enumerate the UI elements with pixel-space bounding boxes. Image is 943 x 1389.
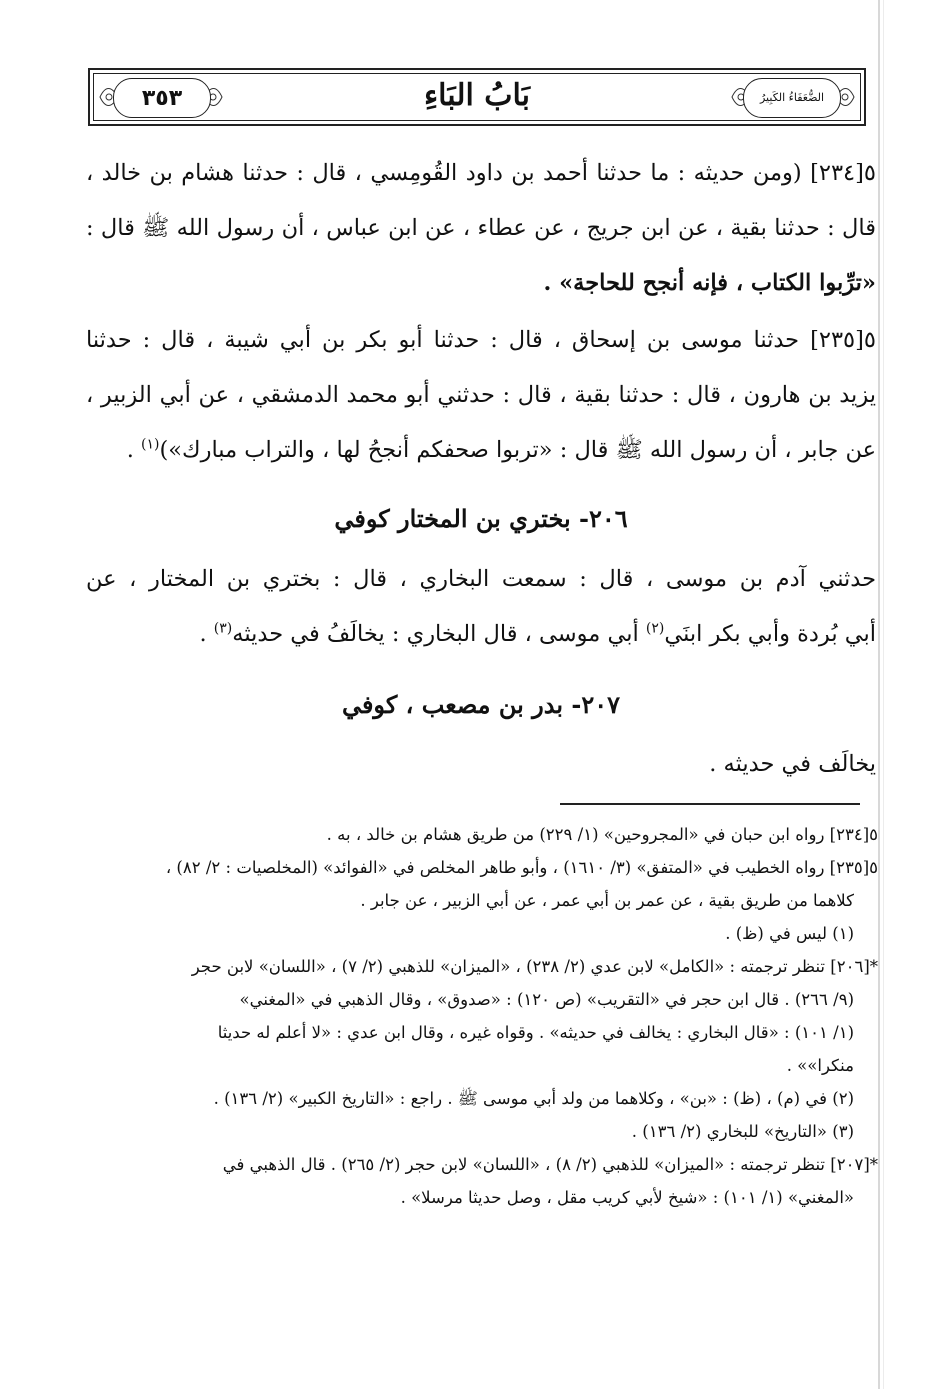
footnote-ref-1: (١) [141, 436, 160, 453]
page-edge-line-inner [883, 0, 884, 1389]
hadith-234-line-2: قال : حدثنا بقية ، عن ابن جريج ، عن عطاء ، عن ابن عباس ، أن رسول الله ﷺ قال : [86, 215, 876, 241]
chapter-title: بَابُ البَاءِ [424, 78, 530, 113]
entry-206-title: ٢٠٦- بختري بن المختار كوفي [334, 504, 628, 533]
entry-206-text [86, 552, 876, 662]
entry-207-line-1: يخالَف في حديثه . [709, 751, 876, 777]
entry-206-line-1: حدثني آدم بن موسى ، قال : سمعت البخاري ، قال : بختري بن المختار ، عن [86, 566, 876, 592]
footnote-235-line-2: كلاهما من طريق بقية ، عن عمر بن أبي عمر ، عن أبي الزبير ، عن جابر . [360, 891, 854, 910]
hadith-234-line-3: «ترِّبوا الكتاب ، فإنه أنجح للحاجة» . [543, 270, 876, 296]
footnote-ref-3: (٣) [213, 620, 233, 637]
page-number-cartouche [113, 78, 211, 118]
hadith-235-line-3 [86, 423, 876, 478]
footnote-207-line-1: *[٢٠٧] تنظر ترجمته : «الميزان» للذهبي (٢/ ٨) ، «اللسان» لابن حجر (٢/ ٢٦٥) . قال الذهبي في [222, 1155, 878, 1174]
footnote-206-line-2: (٩/ ٢٦٦) . قال ابن حجر في «التقريب» (ص ١٢٠) : «صدوق» ، وقال الذهبي في «المغني» [239, 990, 854, 1009]
footnote-3: (٣) «التاريخ» للبخاري (٢/ ١٣٦) . [631, 1122, 854, 1141]
hadith-235 [86, 313, 876, 478]
series-logo: الضُّعَفَاءُ الكَبِيرُ [759, 91, 825, 104]
entry-207-title: ٢٠٧- بدر بن مصعب ، كوفي [341, 690, 621, 719]
footnote-206-line-4: منكرا»» . [786, 1056, 854, 1075]
footnote-separator [560, 803, 860, 805]
hadith-234-line-1: ٥[٢٣٤] (ومن حديثه : ما حدثنا أحمد بن داود القُومِسي ، قال : حدثنا هشام بن خالد ، [86, 160, 876, 186]
footnote-234: ٥[٢٣٤] رواه ابن حبان في «المجروحين» (١/ ٢٢٩) من طريق هشام بن خالد ، به . [326, 825, 878, 844]
hadith-235-line-1: ٥[٢٣٥] حدثنا موسى بن إسحاق ، قال : حدثنا أبو بكر بن أبي شيبة ، قال : حدثنا [86, 327, 876, 353]
footnote-206-line-1: *[٢٠٦] تنظر ترجمته : «الكامل» لابن عدي (٢/ ٢٣٨) ، «الميزان» للذهبي (٢/ ٧) ، «اللسان» لابن حجر [191, 957, 878, 976]
page-number: ٣٥٣ [141, 85, 183, 111]
footnote-207-line-2: «المغني» (١/ ١٠١) : «شيخ لأبي كريب مقل ، وصل حديثا مرسلا» . [400, 1188, 854, 1207]
entry-206-line-2-b: أبي موسى ، قال البخاري : يخالَفُ في حديثه [232, 621, 646, 647]
page-edge-line [878, 0, 880, 1389]
footnote-1: (١) ليس في (ظ) . [725, 924, 854, 943]
series-logo-ornament [730, 76, 856, 118]
page-header [88, 68, 866, 126]
hadith-235-line-2: يزيد بن هارون ، قال : حدثنا بقية ، قال : حدثني أبو محمد الدمشقي ، عن أبي الزبير ، [86, 382, 876, 408]
series-logo-cartouche [743, 78, 841, 118]
footnotes [86, 818, 878, 1214]
hadith-235-end: . [126, 437, 142, 463]
footnote-206-line-3: (١/ ١٠١) : «قال البخاري : يخالف في حديثه» . وقواه غيره ، وقال ابن عدي : «لا أعلم له حديثا [217, 1023, 854, 1042]
hadith-234 [86, 146, 876, 311]
entry-206-line-2-a: أبي بُردة وأبي بكر ابنَي [664, 621, 876, 647]
entry-207-text [86, 737, 876, 792]
footnote-235-line-1: ٥[٢٣٥] رواه الخطيب في «المتفق» (٣/ ١٦١٠) ، وأبو طاهر المخلص في «الفوائد» (المخلصيات : ٢/ ٨٢) ، [165, 858, 878, 877]
footnote-2: (٢) في (م) ، (ظ) : «بن» ، وكلاهما من ولد أبي موسى ﷺ . راجع : «التاريخ الكبير» (٢/ ١٣٦) . [213, 1089, 854, 1108]
hadith-235-line-3-text: عن جابر ، أن رسول الله ﷺ قال : «تربوا صحفكم أنجحُ لها ، والتراب مبارك») [159, 437, 876, 463]
footnote-ref-2: (٢) [645, 620, 665, 637]
page-number-ornament [98, 76, 224, 118]
entry-206-line-2 [86, 607, 876, 662]
entry-206-end: . [199, 621, 214, 647]
